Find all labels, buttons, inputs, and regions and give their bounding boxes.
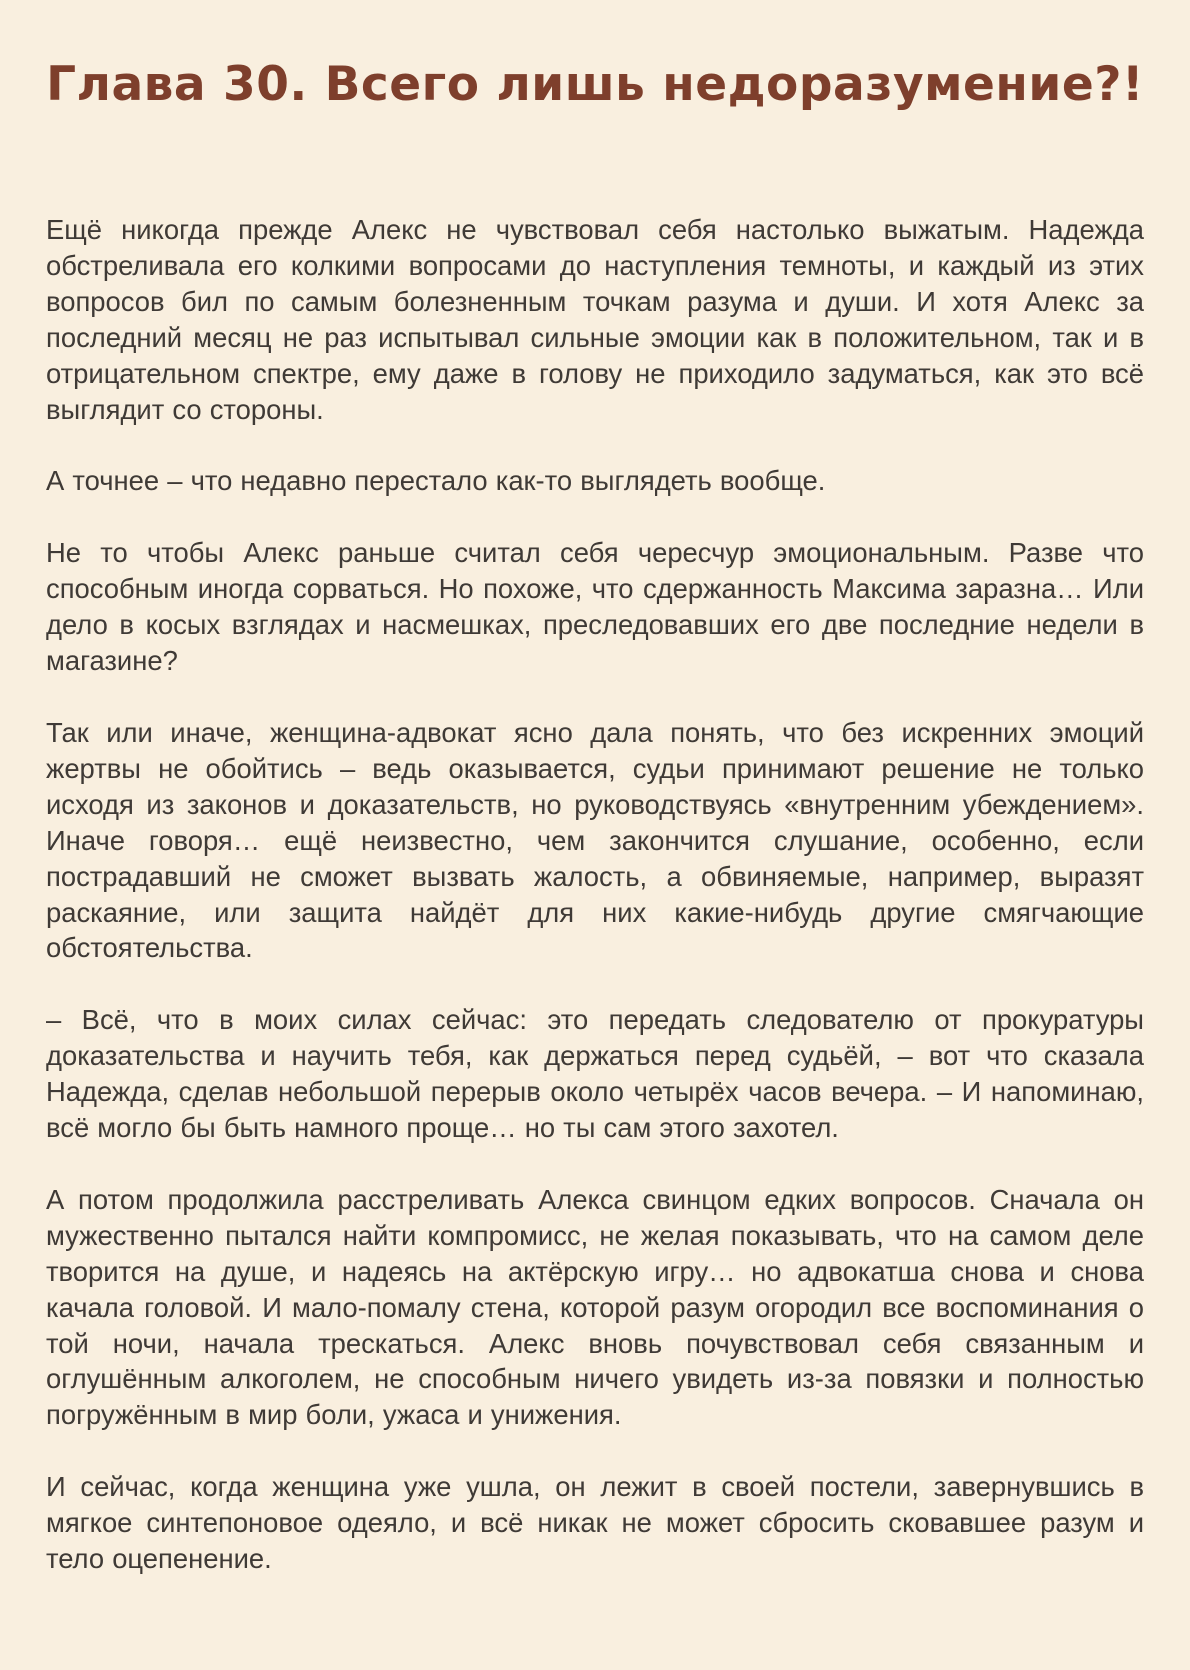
paragraph: А потом продолжила расстреливать Алекса свинцом едких вопросов. Сначала он мужественно пытался найти компромисс, не желая показывать, что на самом деле творится на душе, и надеясь на актёрскую игру… но адвокатша снова и снова качала головой. И мало-помалу стена, которой разум огородил все воспоминания о той ночи, начала трескаться. Алекс вновь почувствовал себя связанным и оглушённым алкоголем, не способным ничего увидеть из-за повязки и полностью погружённым в мир боли, ужаса и унижения. xyxy=(46,1183,1144,1431)
chapter-title: Глава 30. Всего лишь недоразумение?! xyxy=(46,57,1144,112)
paragraph: – Всё, что в моих силах сейчас: это передать следователю от прокуратуры доказательства и научить тебя, как держаться перед судьёй, – вот что сказала Надежда, сделав небольшой перерыв около четырёх часов вечера. – И напоминаю, всё могло бы быть намного проще… но ты сам этого захотел. xyxy=(46,1004,1144,1144)
paragraph: Ещё никогда прежде Алекс не чувствовал себя настолько выжатым. Надежда обстреливала его колкими вопросами до наступления темноты, и каждый из этих вопросов бил по самым болезненным точкам разума и души. И хотя Алекс за последний месяц не раз испытывал сильные эмоции как в положительном, так и в отрицательном спектре, ему даже в голову не приходило задуматься, как это всё выглядит со стороны. xyxy=(46,214,1144,425)
chapter-text xyxy=(46,212,1144,1613)
paragraph: А точнее – что недавно перестало как-то выглядеть вообще. xyxy=(46,465,826,497)
paragraph: И сейчас, когда женщина уже ушла, он лежит в своей постели, завернувшись в мягкое синтепоновое одеяло, и всё никак не может сбросить сковавшее разум и тело оцепенение. xyxy=(46,1471,1144,1575)
paragraph: Не то чтобы Алекс раньше считал себя чересчур эмоциональным. Разве что способным иногда сорваться. Но похоже, что сдержанность Максима заразна… Или дело в косых взглядах и насмешках, преследовавших его две последние недели в магазине? xyxy=(46,537,1144,677)
paragraph: Так или иначе, женщина-адвокат ясно дала понять, что без искренних эмоций жертвы не обойтись – ведь оказывается, судьи принимают решение не только исходя из законов и доказательств, но руководствуясь «внутренним убеждением». Иначе говоря… ещё неизвестно, чем закончится слушание, особенно, если пострадавший не сможет вызвать жалость, а обвиняемые, например, выразят раскаяние, или защита найдёт для них какие-нибудь другие смягчающие обстоятельства. xyxy=(46,716,1144,964)
